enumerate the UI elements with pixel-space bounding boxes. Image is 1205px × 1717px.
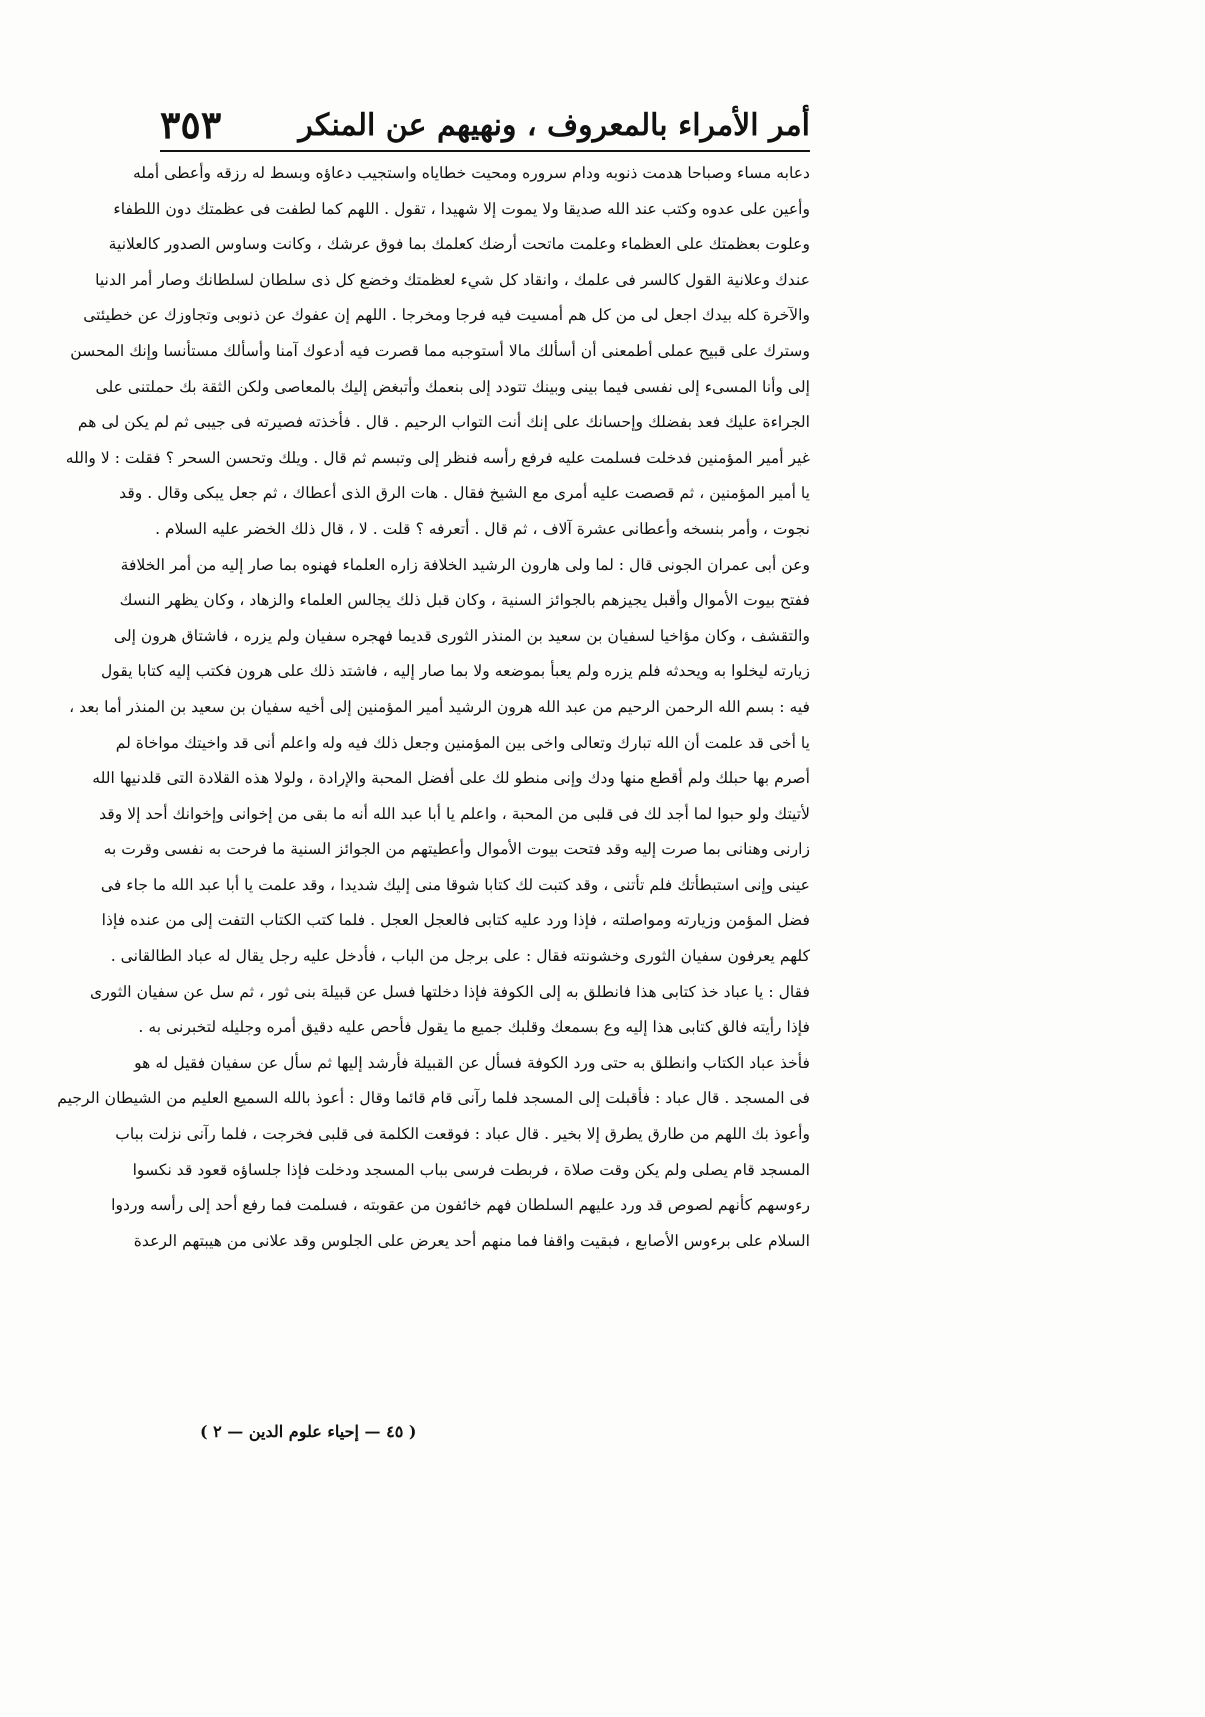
signature-mark: ( ٤٥ — إحياء علوم الدين — ٢ ) xyxy=(200,1422,417,1441)
text-line: وعلوت بعظمتك على العظماء وعلمت ماتحت أرضك كعلمك بما فوق عرشك ، وكانت وساوس الصدور كالعلانية xyxy=(108,235,810,254)
text-line: أصرم بها حبلك ولم أقطع منها ودك وإنى منطو لك على أفضل المحبة والإرادة ، ولولا هذه القلادة التى قلدنيها الله xyxy=(92,769,810,788)
text-line: زيارته ليخلوا به ويحدثه فلم يزره ولم يعبأ بموضعه ولا بما صار إليه ، فاشتد ذلك على هرون فكتب إليه كتابا يقول xyxy=(100,662,810,681)
text-line: عندك وعلانية القول كالسر فى علمك ، وانقاد كل شيء لعظمتك وخضع كل ذى سلطان لسلطانك وصار أمر الدنيا xyxy=(95,270,810,289)
header-rule xyxy=(160,150,810,152)
text-line: فإذا رأيته فالق كتابى هذا إليه وع بسمعك وقلبك جميع ما يقول فأحص عليه دقيق أمره وجليله لتخبرنى به . xyxy=(138,1018,810,1037)
text-line: فضل المؤمن وزيارته ومواصلته ، فإذا ورد عليه كتابى فالعجل العجل . فلما كتب الكتاب التفت إلى من عنده فإذا xyxy=(101,911,810,930)
text-line: عينى وإنى استبطأتك فلم تأتنى ، وقد كتبت لك كتابا شوقا منى إليك شديدا ، وقد علمت يا أبا عبد الله ما جاء فى xyxy=(100,875,810,894)
text-line: والتقشف ، وكان مؤاخيا لسفيان بن سعيد بن المنذر الثورى قديما فهجره سفيان ولم يزره ، فاشتاق هرون إلى xyxy=(113,626,810,645)
text-line: إلى وأنا المسىء إلى نفسى فيما بينى وبينك تتودد إلى بنعمك وأتبغض إليك بالمعاصى ولكن الثقة بك حملتنى على xyxy=(95,377,810,396)
text-line: كلهم يعرفون سفيان الثورى وخشونته فقال : على برجل من الباب ، فأدخل عليه رجل يقال له عباد الطالقانى . xyxy=(110,947,810,966)
text-line: فأخذ عباد الكتاب وانطلق به حتى ورد الكوفة فسأل عن القبيلة فأرشد إليها ثم سأل عن سفيان فقيل له هو xyxy=(134,1053,810,1072)
text-line: ففتح بيوت الأموال وأقبل يجيزهم بالجوائز السنية ، وكان قبل ذلك يجالس العلماء والزهاد ، وكان يظهر النسك xyxy=(119,591,810,610)
text-line: دعابه مساء وصباحا هدمت ذنوبه ودام سروره ومحيت خطاياه واستجيب دعاؤه وبسط له رزقه وأعطى أمله xyxy=(132,164,810,182)
text-line: زارنى وهنانى بما صرت إليه وقد فتحت بيوت الأموال وأعطيتهم من الجوائز السنية ما فرحت به نفسى وقرت به xyxy=(103,840,810,859)
page-footer xyxy=(160,1418,810,1448)
text-line: وأعوذ بك اللهم من طارق يطرق إلا بخير . قال عباد : فوقعت الكلمة فى قلبى فخرجت ، فلما رآنى نزلت بباب xyxy=(115,1125,810,1144)
text-line: فيه : بسم الله الرحمن الرحيم من عبد الله هرون الرشيد أمير المؤمنين إلى أخيه سفيان بن سعيد بن المنذر أما بعد ، xyxy=(69,697,810,716)
text-line: رءوسهم كأنهم لصوص قد ورد عليهم السلطان فهم خائفون من عقوبته ، فسلمت فما رفع أحد إلى رأسه وردوا xyxy=(111,1196,810,1215)
running-head: أمر الأمراء بالمعروف ، ونهيهم عن المنكر xyxy=(298,108,810,143)
text-line: يا أمير المؤمنين ، ثم قصصت عليه أمرى مع الشيخ فقال . هات الرق الذى أعطاك ، ثم جعل يبكى وقال . وقد xyxy=(119,484,810,503)
page-header xyxy=(160,100,810,150)
text-line: وسترك على قبيح عملى أطمعنى أن أسألك مالا أستوجبه مما قصرت فيه أدعوك آمنا وأسألك مستأنسا وإنك المحسن xyxy=(70,341,810,360)
text-line: لأتيتك ولو حبوا لما أجد لك فى قلبى من المحبة ، واعلم يا أبا عبد الله أنه ما بقى من إخوانى وإخوانك أحد إلا وقد xyxy=(99,804,810,823)
text-line: الجراءة عليك فعد بفضلك وإحسانك على إنك أنت التواب الرحيم . قال . فأخذته فصيرته فى جيبى ثم لم يكن لى هم xyxy=(77,413,810,432)
text-line: يا أخى قد علمت أن الله تبارك وتعالى واخى بين المؤمنين وجعل ذلك فيه وله واعلم أنى قد واخيتك مواخاة لم xyxy=(115,733,810,752)
text-line: السلام على برءوس الأصابع ، فبقيت واقفا فما منهم أحد يعرض على الجلوس وقد علانى من هيبتهم الرعدة xyxy=(133,1231,810,1250)
text-line: نجوت ، وأمر بنسخه وأعطانى عشرة آلاف ، ثم قال . أتعرفه ؟ قلت . لا ، قال ذلك الخضر عليه السلام . xyxy=(155,519,810,538)
text-line: والآخرة كله بيدك اجعل لى من كل هم أمسيت فيه فرجا ومخرجا . اللهم إن عفوك عن ذنوبى وتجاوزك عن خطيئتى xyxy=(83,306,810,325)
text-line: المسجد قام يصلى ولم يكن وقت صلاة ، فربطت فرسى بباب المسجد ودخلت فإذا جلساؤه قعود قد نكسوا xyxy=(132,1160,810,1179)
text-line: وعن أبى عمران الجونى قال : لما ولى هارون الرشيد الخلافة زاره العلماء فهنوه بما صار إليه من أمر الخلافة xyxy=(120,555,810,574)
text-line: غير أمير المؤمنين فدخلت فسلمت عليه فرفع رأسه فنظر إلى وتبسم ثم قال . ويلك وتحسن السحر ؟ فقلت : لا والله xyxy=(65,448,810,467)
text-line: وأعين على عدوه وكتب عند الله صديقا ولا يموت إلا شهيدا ، تقول . اللهم كما لطفت فى عظمتك دون اللطفاء xyxy=(113,199,810,218)
text-line: فى المسجد . قال عباد : فأقبلت إلى المسجد فلما رآنى قام قائما وقال : أعوذ بالله السميع العليم من الشيطان الرجيم xyxy=(57,1089,810,1108)
body-text xyxy=(57,156,810,1259)
text-line: فقال : يا عباد خذ كتابى هذا فانطلق به إلى الكوفة فإذا دخلتها فسل عن قبيلة بنى ثور ، ثم سل عن سفيان الثورى xyxy=(90,982,810,1001)
page-number: ٣٥٣ xyxy=(160,102,222,147)
